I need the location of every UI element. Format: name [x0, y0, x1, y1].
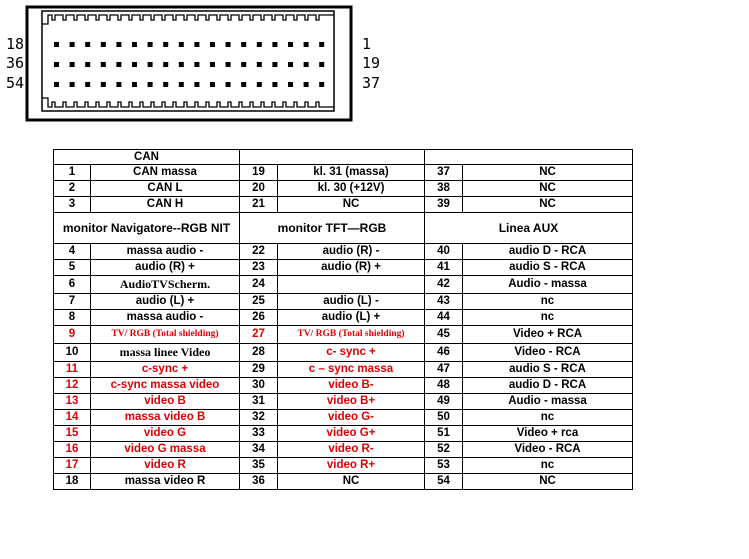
pin-number: 27: [240, 326, 278, 344]
connector-pin: [85, 82, 90, 87]
table-row: [54, 410, 633, 426]
connector-pin: [257, 42, 262, 47]
connector-pin: [101, 82, 106, 87]
pin-function: NC: [463, 197, 633, 213]
connector-pin: [101, 42, 106, 47]
pin-number: 46: [425, 344, 463, 362]
pin-function: audio (L) +: [91, 294, 240, 310]
pin-number: 12: [54, 378, 91, 394]
pin-number: 13: [54, 394, 91, 410]
table-row: [54, 326, 633, 344]
pin-function: kl. 30 (+12V): [278, 181, 425, 197]
pin-function: Video + rca: [463, 426, 633, 442]
pin-label-36: 36: [6, 54, 25, 72]
table-row: [54, 474, 633, 490]
pin-function: massa audio -: [91, 244, 240, 260]
connector-pin: [54, 42, 59, 47]
pin-number: 49: [425, 394, 463, 410]
pin-number: 43: [425, 294, 463, 310]
pin-function: video R: [91, 458, 240, 474]
pin-function: Audio - massa: [463, 276, 633, 294]
connector-pin: [226, 42, 231, 47]
connector-pin: [194, 62, 199, 67]
connector-pin: [319, 82, 324, 87]
pin-number: 37: [425, 165, 463, 181]
connector-pin: [210, 82, 215, 87]
pin-number: 44: [425, 310, 463, 326]
table-header-row: [54, 150, 633, 165]
pin-number: 39: [425, 197, 463, 213]
pin-number: 35: [240, 458, 278, 474]
group-header-row: [54, 213, 633, 244]
pin-function: Audio - massa: [463, 394, 633, 410]
connector-pin: [272, 42, 277, 47]
connector-pin: [241, 62, 246, 67]
header-empty-cell: [240, 150, 425, 165]
pin-function: audio (R) +: [278, 260, 425, 276]
pin-number: 41: [425, 260, 463, 276]
pin-number: 53: [425, 458, 463, 474]
pin-function: audio D - RCA: [463, 244, 633, 260]
table-row: [54, 294, 633, 310]
pin-number: 1: [54, 165, 91, 181]
pin-function: massa video B: [91, 410, 240, 426]
connector-pin: [210, 62, 215, 67]
group-header-2: monitor TFT—RGB: [240, 213, 425, 244]
pin-function: video G massa: [91, 442, 240, 458]
connector-pin: [226, 62, 231, 67]
connector-pin: [132, 42, 137, 47]
connector-inner-outline: [42, 11, 334, 111]
pin-number: 25: [240, 294, 278, 310]
pin-label-18: 18: [6, 35, 25, 53]
connector-pin: [304, 42, 309, 47]
connector-top-teeth: [42, 15, 334, 24]
pin-number: 51: [425, 426, 463, 442]
pin-function: c-sync massa video: [91, 378, 240, 394]
pin-number: 33: [240, 426, 278, 442]
connector-pin: [70, 42, 75, 47]
connector-pin: [272, 62, 277, 67]
pin-function: NC: [278, 474, 425, 490]
connector-pin: [288, 82, 293, 87]
pin-number: 50: [425, 410, 463, 426]
connector-pin: [319, 62, 324, 67]
connector-pin: [179, 42, 184, 47]
connector-pin: [54, 82, 59, 87]
connector-pin: [148, 82, 153, 87]
pin-function: video G-: [278, 410, 425, 426]
pin-label-19: 19: [362, 54, 381, 72]
pin-function: AudioTVScherm.: [91, 276, 240, 294]
pin-number: 47: [425, 362, 463, 378]
table-row: [54, 442, 633, 458]
pin-function: audio (L) +: [278, 310, 425, 326]
connector-pin: [148, 62, 153, 67]
pin-number: 45: [425, 326, 463, 344]
pin-label-37: 37: [362, 74, 381, 92]
connector-outer-frame: [27, 7, 351, 120]
pin-function: video B-: [278, 378, 425, 394]
pin-number: 29: [240, 362, 278, 378]
pin-function: CAN L: [91, 181, 240, 197]
connector-pin: [163, 62, 168, 67]
pin-function: NC: [463, 181, 633, 197]
pin-function: massa video R: [91, 474, 240, 490]
connector-pin: [210, 42, 215, 47]
group-header-1: monitor Navigatore--RGB NIT: [54, 213, 240, 244]
pin-function: nc: [463, 310, 633, 326]
table-row: [54, 197, 633, 213]
pin-number: 42: [425, 276, 463, 294]
pin-number: 36: [240, 474, 278, 490]
pin-label-1: 1: [362, 35, 372, 53]
pin-function: audio (R) -: [278, 244, 425, 260]
table-row: [54, 426, 633, 442]
pin-function: video B: [91, 394, 240, 410]
pin-number: 10: [54, 344, 91, 362]
pin-function: CAN H: [91, 197, 240, 213]
connector-pin: [288, 42, 293, 47]
pin-function: kl. 31 (massa): [278, 165, 425, 181]
group-header-3: Linea AUX: [425, 213, 633, 244]
pin-number: 26: [240, 310, 278, 326]
pin-number: 20: [240, 181, 278, 197]
connector-pin: [163, 82, 168, 87]
pin-number: 48: [425, 378, 463, 394]
connector-pin: [54, 62, 59, 67]
table-row: [54, 458, 633, 474]
pin-function: massa audio -: [91, 310, 240, 326]
pin-number: 28: [240, 344, 278, 362]
pin-function: Video + RCA: [463, 326, 633, 344]
pin-function: audio (L) -: [278, 294, 425, 310]
header-can: CAN: [54, 150, 240, 165]
table-row: [54, 181, 633, 197]
pin-number: 23: [240, 260, 278, 276]
pin-function: c- sync +: [278, 344, 425, 362]
pin-number: 32: [240, 410, 278, 426]
pin-function: video G+: [278, 426, 425, 442]
pin-function: c-sync +: [91, 362, 240, 378]
connector-pin: [257, 62, 262, 67]
pin-number: 40: [425, 244, 463, 260]
pin-function: TV/ RGB (Total shielding): [91, 326, 240, 344]
connector-pin: [194, 42, 199, 47]
connector-pin: [257, 82, 262, 87]
connector-pin: [85, 42, 90, 47]
table-row: [54, 165, 633, 181]
pin-number: 22: [240, 244, 278, 260]
pinout-table: [53, 149, 633, 490]
pin-function: video G: [91, 426, 240, 442]
table-row: [54, 260, 633, 276]
table-row: [54, 310, 633, 326]
pin-function: nc: [463, 410, 633, 426]
pin-number: 30: [240, 378, 278, 394]
connector-pin: [132, 82, 137, 87]
connector-pin: [148, 42, 153, 47]
connector-pin: [132, 62, 137, 67]
connector-pin-grid: [54, 42, 324, 87]
table-row: [54, 362, 633, 378]
connector-pin: [272, 82, 277, 87]
pin-number: 31: [240, 394, 278, 410]
pin-number: 3: [54, 197, 91, 213]
pin-function: TV/ RGB (Total shielding): [278, 326, 425, 344]
connector-pin: [70, 62, 75, 67]
pin-number: 34: [240, 442, 278, 458]
connector-pin: [179, 62, 184, 67]
pin-function: nc: [463, 294, 633, 310]
pin-function: Video - RCA: [463, 442, 633, 458]
connector-diagram: [0, 0, 360, 125]
connector-pin: [116, 42, 121, 47]
connector-pin: [101, 62, 106, 67]
table-row: [54, 244, 633, 260]
pin-number: 21: [240, 197, 278, 213]
pin-function: audio S - RCA: [463, 362, 633, 378]
connector-pin: [85, 62, 90, 67]
pin-function: NC: [463, 474, 633, 490]
pin-function: c – sync massa: [278, 362, 425, 378]
table-row: [54, 394, 633, 410]
pin-function: audio D - RCA: [463, 378, 633, 394]
pin-number: 8: [54, 310, 91, 326]
pin-number: 5: [54, 260, 91, 276]
connector-pin: [163, 42, 168, 47]
pin-number: 15: [54, 426, 91, 442]
pin-function: audio (R) +: [91, 260, 240, 276]
connector-pin: [194, 82, 199, 87]
header-empty-cell: [425, 150, 633, 165]
pin-number: 16: [54, 442, 91, 458]
pin-function: video B+: [278, 394, 425, 410]
pin-number: 17: [54, 458, 91, 474]
pin-number: 6: [54, 276, 91, 294]
pin-label-54: 54: [6, 74, 25, 92]
table-row: [54, 344, 633, 362]
table-row: [54, 276, 633, 294]
connector-pin: [304, 62, 309, 67]
pin-number: 54: [425, 474, 463, 490]
pin-number: 38: [425, 181, 463, 197]
connector-pin: [70, 82, 75, 87]
pin-function: massa linee Video: [91, 344, 240, 362]
connector-pin: [179, 82, 184, 87]
connector-pin: [241, 82, 246, 87]
pin-function: audio S - RCA: [463, 260, 633, 276]
pin-function: CAN massa: [91, 165, 240, 181]
pin-number: 52: [425, 442, 463, 458]
pin-number: 19: [240, 165, 278, 181]
pin-number: 9: [54, 326, 91, 344]
pin-number: 11: [54, 362, 91, 378]
pin-function: NC: [463, 165, 633, 181]
connector-pin: [226, 82, 231, 87]
pin-function: nc: [463, 458, 633, 474]
table-row: [54, 378, 633, 394]
pin-function: video R+: [278, 458, 425, 474]
pin-number: 4: [54, 244, 91, 260]
pin-function: NC: [278, 197, 425, 213]
pin-number: 14: [54, 410, 91, 426]
connector-pin: [304, 82, 309, 87]
pin-number: 2: [54, 181, 91, 197]
connector-pin: [319, 42, 324, 47]
connector-pin: [116, 62, 121, 67]
pin-function: video R-: [278, 442, 425, 458]
pin-number: 7: [54, 294, 91, 310]
connector-pin: [116, 82, 121, 87]
connector-bottom-teeth: [42, 98, 334, 107]
connector-pin: [288, 62, 293, 67]
connector-pin: [241, 42, 246, 47]
pin-function: Video - RCA: [463, 344, 633, 362]
pin-number: 18: [54, 474, 91, 490]
pin-function: [278, 276, 425, 294]
pin-number: 24: [240, 276, 278, 294]
